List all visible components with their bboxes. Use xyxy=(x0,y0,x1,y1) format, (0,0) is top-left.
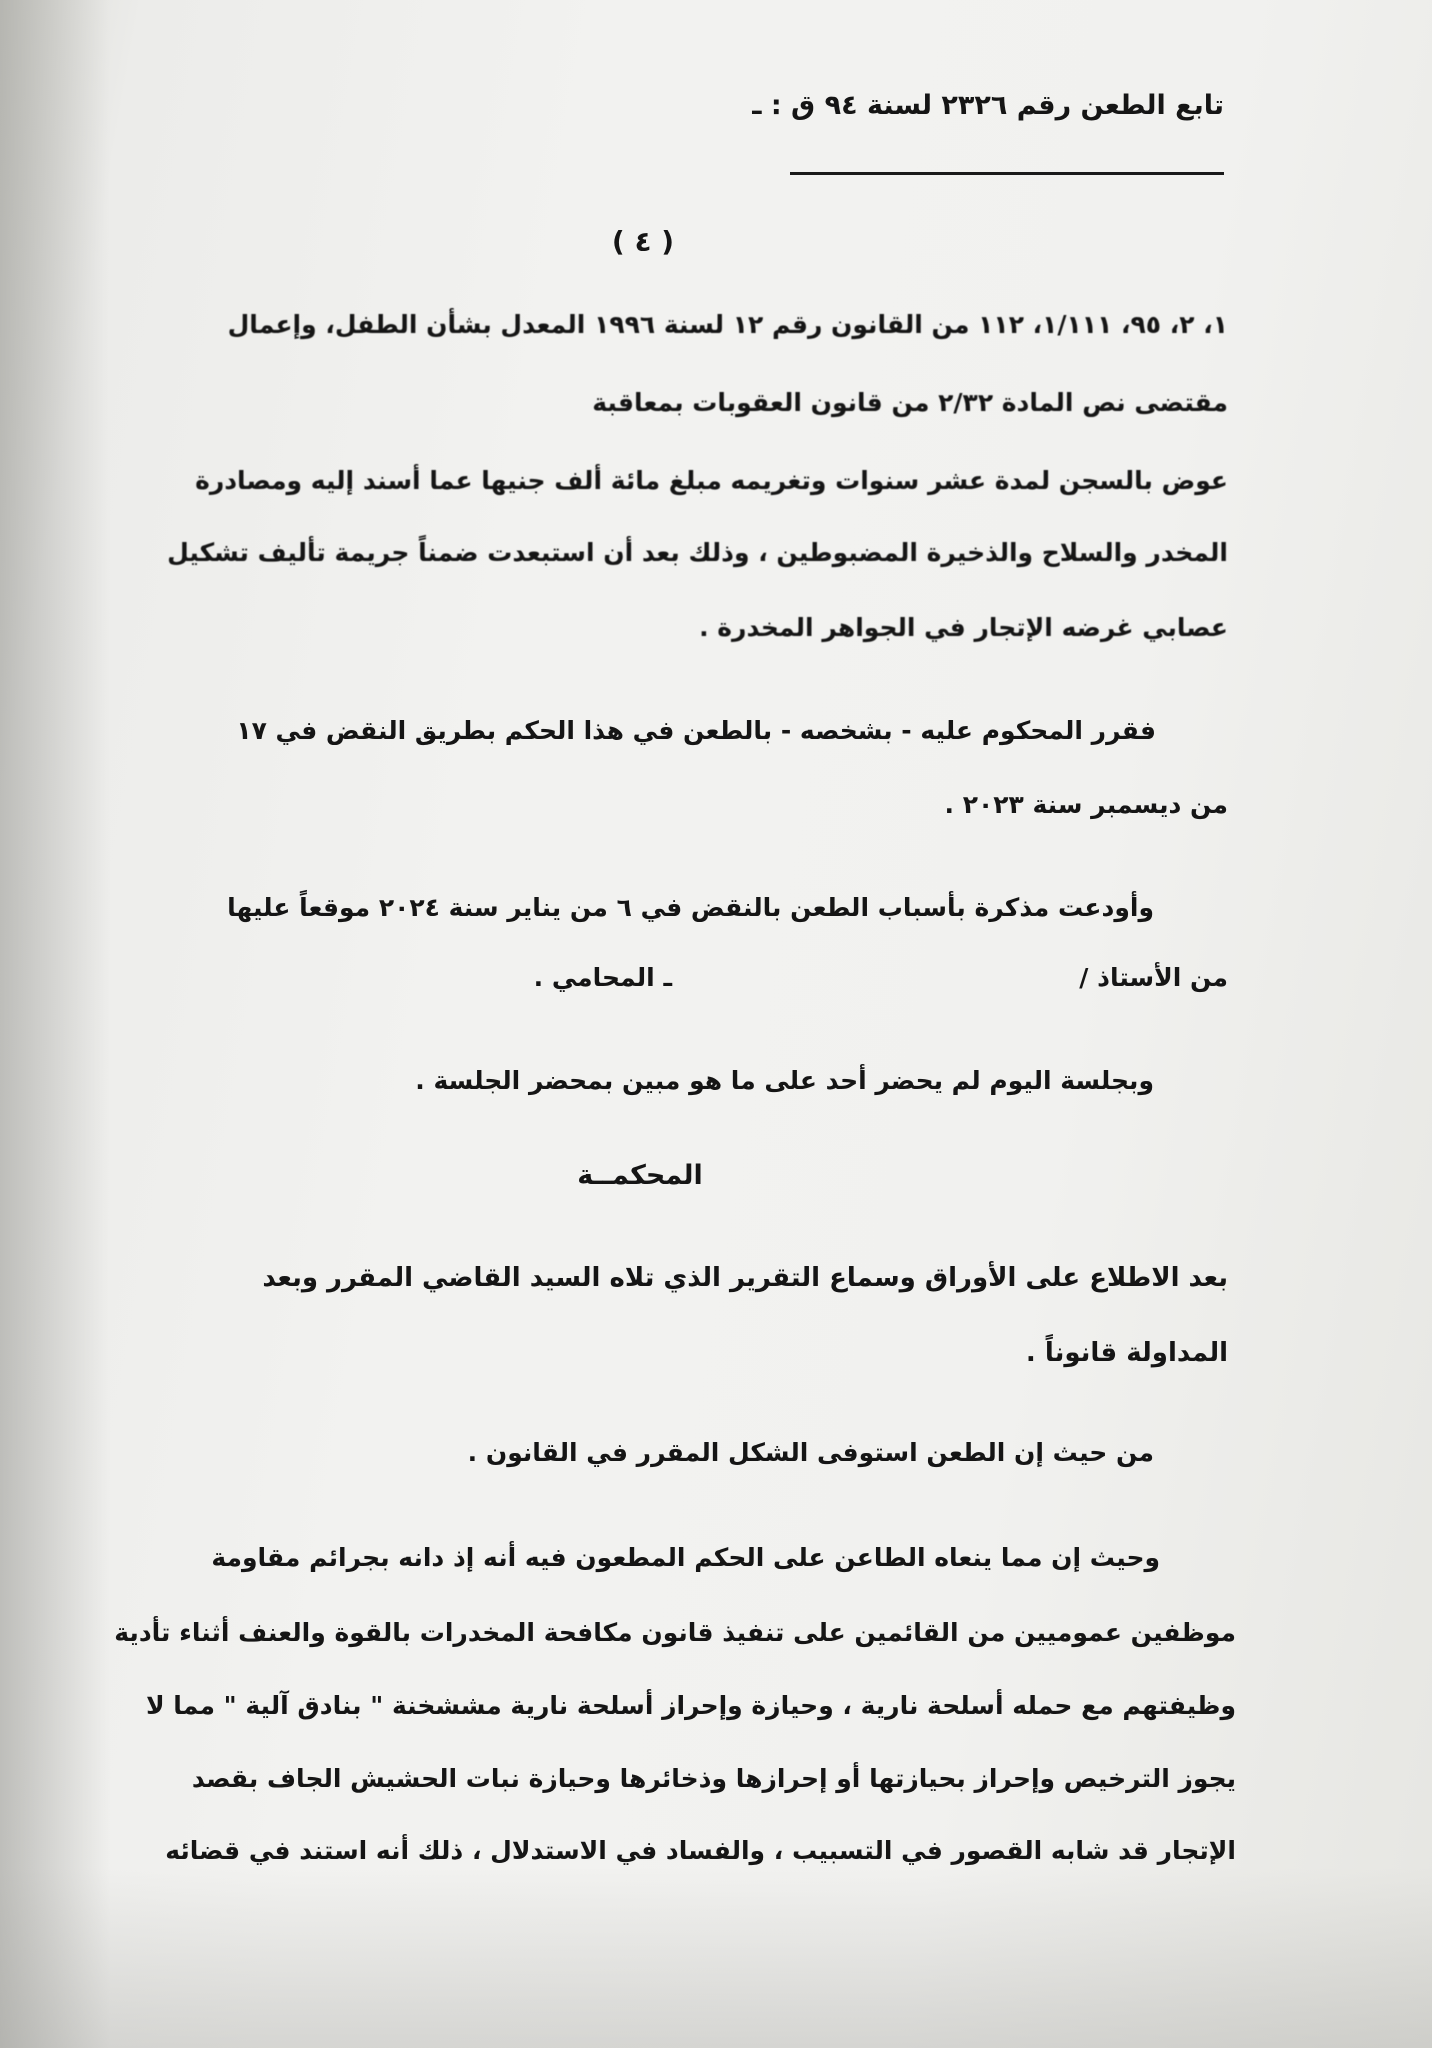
page-shadow-bottom xyxy=(0,1868,1432,2048)
text-line: من حيث إن الطعن استوفى الشكل المقرر في القانون . xyxy=(467,1438,1154,1467)
text-line: المداولة قانوناً . xyxy=(1025,1338,1228,1368)
text-line: موظفين عموميين من القائمين على تنفيذ قانون مكافحة المخدرات بالقوة والعنف أثناء تأدية xyxy=(114,1618,1236,1647)
text-line: الإتجار قد شابه القصور في التسبيب ، والفساد في الاستدلال ، ذلك أنه استند في قضائه xyxy=(165,1836,1236,1865)
case-header: تابع الطعن رقم ٢٣٢٦ لسنة ٩٤ ق : ـ xyxy=(752,90,1224,121)
text-line: وظيفتهم مع حمله أسلحة نارية ، وحيازة وإحراز أسلحة نارية مششخنة " بنادق آلية " مما لا xyxy=(145,1691,1236,1720)
text-line: مقتضى نص المادة ٢/٣٢ من قانون العقوبات بمعاقبة xyxy=(592,388,1228,417)
page-shadow-left xyxy=(0,0,110,2048)
section-heading: المحكمــة xyxy=(577,1160,703,1191)
text-line: ـ المحامي . xyxy=(533,963,672,992)
text-line: وبجلسة اليوم لم يحضر أحد على ما هو مبين بمحضر الجلسة . xyxy=(415,1066,1154,1095)
header-rule xyxy=(790,172,1224,175)
text-line: بعد الاطلاع على الأوراق وسماع التقرير الذي تلاه السيد القاضي المقرر وبعد xyxy=(262,1263,1228,1293)
text-line: يجوز الترخيص وإحراز بحيازتها أو إحرازها وذخائرها وحيازة نبات الحشيش الجاف بقصد xyxy=(191,1764,1236,1793)
text-line: ١، ٢، ٩٥، ١/١١١، ١١٢ من القانون رقم ١٢ لسنة ١٩٩٦ المعدل بشأن الطفل، وإعمال xyxy=(227,310,1228,339)
page-number: ( ٤ ) xyxy=(611,225,675,258)
text-line: عصابي غرضه الإتجار في الجواهر المخدرة . xyxy=(699,613,1228,642)
text-line: من الأستاذ / xyxy=(1079,963,1228,992)
text-line: وحيث إن مما ينعاه الطاعن على الحكم المطعون فيه أنه إذ دانه بجرائم مقاومة xyxy=(211,1543,1160,1572)
text-line: من ديسمبر سنة ٢٠٢٣ . xyxy=(944,790,1228,819)
text-line: وأودعت مذكرة بأسباب الطعن بالنقض في ٦ من يناير سنة ٢٠٢٤ موقعاً عليها xyxy=(227,893,1154,922)
text-line: فقرر المحكوم عليه - بشخصه - بالطعن في هذا الحكم بطريق النقض في ١٧ xyxy=(236,716,1156,745)
text-line: عوض بالسجن لمدة عشر سنوات وتغريمه مبلغ مائة ألف جنيها عما أسند إليه ومصادرة xyxy=(195,466,1228,495)
text-line: المخدر والسلاح والذخيرة المضبوطين ، وذلك بعد أن استبعدت ضمناً جريمة تأليف تشكيل xyxy=(167,538,1228,567)
